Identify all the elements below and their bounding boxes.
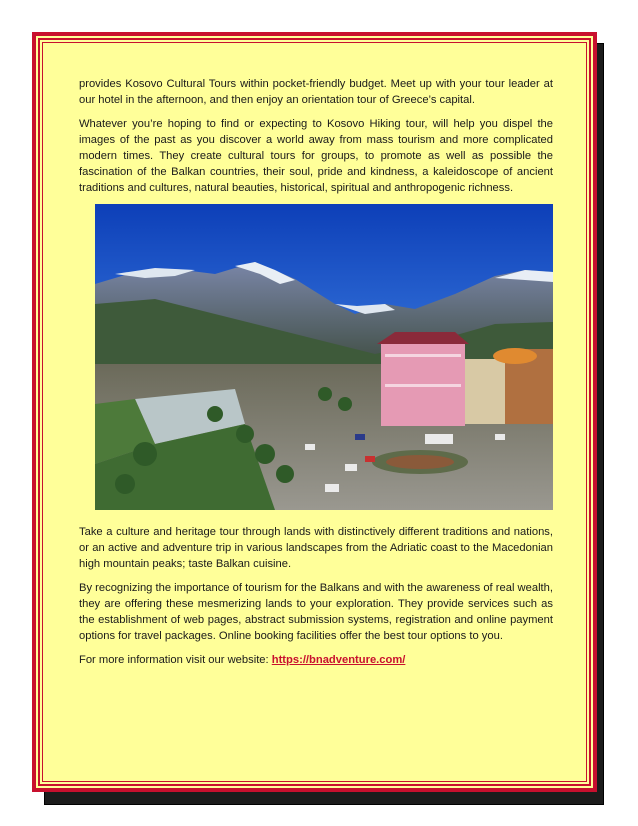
website-link[interactable]: https://bnadventure.com/ — [271, 654, 406, 666]
paragraph-heritage: Take a culture and heritage tour through lands with distinctively different traditions and nations, or an active and adventure trip in various landscapes from the Adriatic coast to the Macedonian high mountain peaks; taste Balkan cuisine. — [79, 526, 553, 570]
content-area — [79, 76, 553, 676]
paragraph-intro: provides Kosovo Cultural Tours within pocket-friendly budget. Meet up with your tour leader at our hotel in the afternoon, and then enjoy an orientation tour of Greece’s capital. — [79, 78, 553, 106]
paragraph-hiking: Whatever you’re hoping to find or expecting to Kosovo Hiking tour, will help you dispel the images of the past as you discover a world away from mass tourism and more complicated modern times. They create cultural tours for groups, to promote as well as possible the fascination of the Balkan countries, their soul, pride and kindness, a kaleidoscope of ancient traditions and cultures, natural beauties, historical, spiritual and anthropogenic richness. — [79, 118, 553, 194]
decorative-border — [32, 32, 597, 792]
town-photo — [95, 204, 553, 510]
footer-line — [79, 652, 553, 668]
footer-prefix: For more information visit our website: — [79, 654, 272, 666]
paragraph-services: By recognizing the importance of tourism for the Balkans and with the awareness of real wealth, they are offering these mesmerizing lands to your exploration. They provide services such as the establishment of web pages, abstract submission systems, registration and online payment options for travel packages. Online booking facilities offer the best tour options to you. — [79, 582, 553, 642]
